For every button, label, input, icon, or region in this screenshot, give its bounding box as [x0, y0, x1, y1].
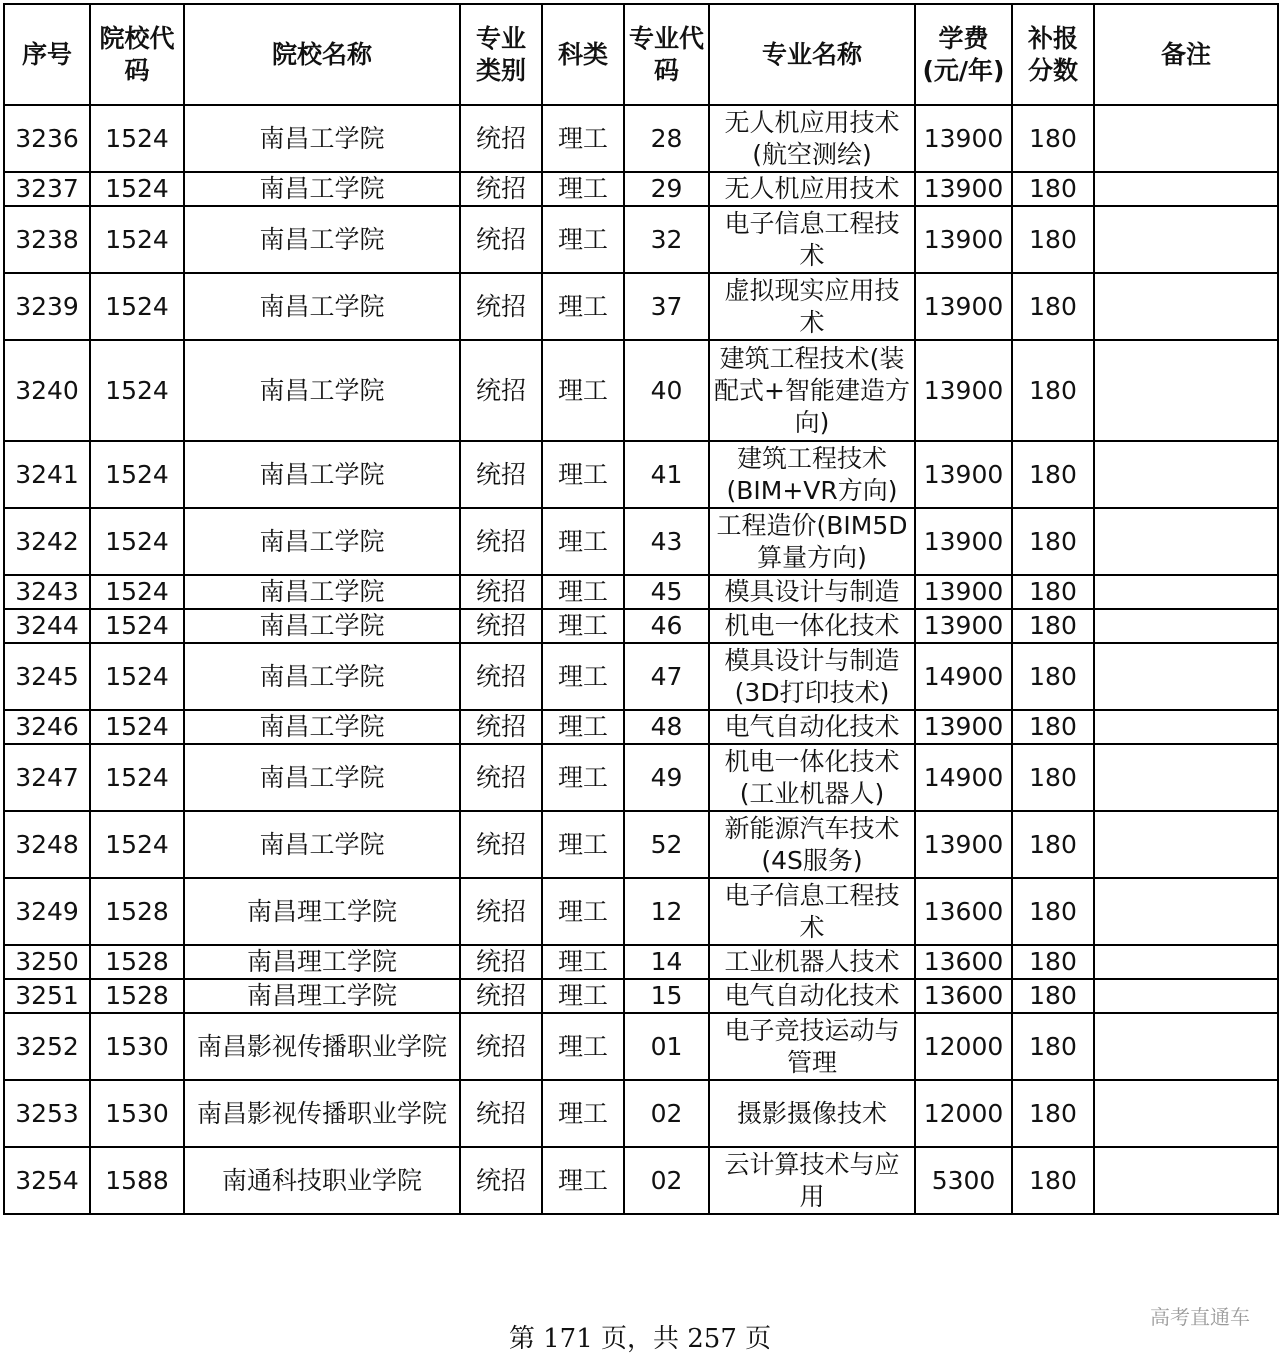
cell-school-code: 1524: [90, 575, 184, 609]
cell-major-code: 49: [624, 744, 709, 811]
cell-tuition: 14900: [915, 744, 1012, 811]
cell-major-code: 29: [624, 172, 709, 206]
cell-subject: 理工: [542, 811, 624, 878]
cell-seq: 3250: [4, 945, 90, 979]
table-row: [4, 643, 1278, 710]
cell-tuition: 13900: [915, 172, 1012, 206]
cell-major-name: 摄影摄像技术: [709, 1080, 915, 1147]
cell-seq: 3252: [4, 1013, 90, 1080]
cell-school-code: 1528: [90, 878, 184, 945]
cell-major-type: 统招: [460, 508, 542, 575]
cell-school-code: 1530: [90, 1013, 184, 1080]
cell-tuition: 13900: [915, 441, 1012, 508]
cell-seq: 3239: [4, 273, 90, 340]
cell-remark: [1094, 206, 1278, 273]
cell-major-type: 统招: [460, 811, 542, 878]
table-row: [4, 105, 1278, 172]
cell-score: 180: [1012, 878, 1094, 945]
cell-seq: 3249: [4, 878, 90, 945]
cell-subject: 理工: [542, 508, 624, 575]
table-row: [4, 710, 1278, 744]
table-row: [4, 1013, 1278, 1080]
cell-school-code: 1524: [90, 206, 184, 273]
cell-tuition: 13600: [915, 878, 1012, 945]
cell-tuition: 12000: [915, 1080, 1012, 1147]
cell-score: 180: [1012, 340, 1094, 441]
cell-subject: 理工: [542, 609, 624, 643]
cell-tuition: 13900: [915, 609, 1012, 643]
cell-remark: [1094, 340, 1278, 441]
cell-school-code: 1524: [90, 811, 184, 878]
cell-major-name: 电子信息工程技术: [709, 206, 915, 273]
cell-subject: 理工: [542, 643, 624, 710]
cell-score: 180: [1012, 105, 1094, 172]
cell-seq: 3251: [4, 979, 90, 1013]
cell-seq: 3248: [4, 811, 90, 878]
header-school-name: 院校名称: [184, 4, 460, 105]
cell-subject: 理工: [542, 1147, 624, 1214]
cell-subject: 理工: [542, 340, 624, 441]
cell-school-code: 1524: [90, 744, 184, 811]
cell-major-code: 14: [624, 945, 709, 979]
cell-school-name: 南昌理工学院: [184, 979, 460, 1013]
cell-school-code: 1524: [90, 609, 184, 643]
cell-major-name: 建筑工程技术(装配式+智能建造方向): [709, 340, 915, 441]
cell-school-name: 南昌工学院: [184, 609, 460, 643]
cell-remark: [1094, 441, 1278, 508]
cell-seq: 3241: [4, 441, 90, 508]
cell-major-code: 46: [624, 609, 709, 643]
cell-school-name: 南昌理工学院: [184, 878, 460, 945]
cell-major-name: 虚拟现实应用技术: [709, 273, 915, 340]
cell-school-name: 南昌工学院: [184, 172, 460, 206]
cell-major-name: 工业机器人技术: [709, 945, 915, 979]
cell-major-code: 12: [624, 878, 709, 945]
table-row: [4, 878, 1278, 945]
cell-school-name: 南通科技职业学院: [184, 1147, 460, 1214]
cell-score: 180: [1012, 273, 1094, 340]
cell-subject: 理工: [542, 744, 624, 811]
admission-table: [3, 3, 1279, 1215]
cell-seq: 3245: [4, 643, 90, 710]
cell-major-code: 43: [624, 508, 709, 575]
cell-remark: [1094, 878, 1278, 945]
table-row: [4, 609, 1278, 643]
cell-school-code: 1524: [90, 508, 184, 575]
table-row: [4, 945, 1278, 979]
table-row: [4, 508, 1278, 575]
cell-major-name: 电子信息工程技术: [709, 878, 915, 945]
header-row: [4, 4, 1278, 105]
cell-score: 180: [1012, 508, 1094, 575]
cell-seq: 3253: [4, 1080, 90, 1147]
cell-score: 180: [1012, 172, 1094, 206]
table-row: [4, 1147, 1278, 1214]
table-row: [4, 172, 1278, 206]
table-row: [4, 575, 1278, 609]
cell-tuition: 13600: [915, 979, 1012, 1013]
cell-major-code: 28: [624, 105, 709, 172]
header-subject: 科类: [542, 4, 624, 105]
cell-major-code: 40: [624, 340, 709, 441]
table-row: [4, 1080, 1278, 1147]
cell-tuition: 13600: [915, 945, 1012, 979]
cell-tuition: 14900: [915, 643, 1012, 710]
cell-score: 180: [1012, 1013, 1094, 1080]
cell-major-type: 统招: [460, 575, 542, 609]
cell-school-code: 1524: [90, 273, 184, 340]
cell-school-code: 1524: [90, 172, 184, 206]
header-score: 补报分数: [1012, 4, 1094, 105]
cell-remark: [1094, 744, 1278, 811]
page-footer: 第 171 页，共 257 页: [508, 1324, 772, 1354]
cell-remark: [1094, 945, 1278, 979]
cell-major-name: 工程造价(BIM5D算量方向): [709, 508, 915, 575]
cell-remark: [1094, 1013, 1278, 1080]
cell-score: 180: [1012, 643, 1094, 710]
cell-school-code: 1588: [90, 1147, 184, 1214]
cell-major-code: 45: [624, 575, 709, 609]
cell-major-name: 电气自动化技术: [709, 979, 915, 1013]
cell-major-type: 统招: [460, 979, 542, 1013]
table-row: [4, 340, 1278, 441]
cell-subject: 理工: [542, 945, 624, 979]
cell-major-code: 02: [624, 1080, 709, 1147]
cell-major-name: 无人机应用技术(航空测绘): [709, 105, 915, 172]
cell-subject: 理工: [542, 172, 624, 206]
cell-tuition: 13900: [915, 710, 1012, 744]
cell-remark: [1094, 811, 1278, 878]
cell-major-type: 统招: [460, 609, 542, 643]
cell-major-type: 统招: [460, 945, 542, 979]
cell-seq: 3237: [4, 172, 90, 206]
cell-tuition: 13900: [915, 575, 1012, 609]
table-row: [4, 206, 1278, 273]
cell-school-name: 南昌影视传播职业学院: [184, 1013, 460, 1080]
cell-subject: 理工: [542, 273, 624, 340]
cell-school-name: 南昌理工学院: [184, 945, 460, 979]
cell-tuition: 13900: [915, 273, 1012, 340]
cell-major-name: 建筑工程技术(BIM+VR方向): [709, 441, 915, 508]
cell-major-code: 52: [624, 811, 709, 878]
cell-subject: 理工: [542, 1013, 624, 1080]
cell-major-type: 统招: [460, 1147, 542, 1214]
cell-seq: 3244: [4, 609, 90, 643]
cell-major-name: 机电一体化技术: [709, 609, 915, 643]
cell-major-type: 统招: [460, 1013, 542, 1080]
table-row: [4, 811, 1278, 878]
cell-tuition: 5300: [915, 1147, 1012, 1214]
cell-seq: 3246: [4, 710, 90, 744]
cell-major-type: 统招: [460, 878, 542, 945]
cell-tuition: 13900: [915, 811, 1012, 878]
cell-score: 180: [1012, 945, 1094, 979]
cell-school-name: 南昌影视传播职业学院: [184, 1080, 460, 1147]
cell-major-type: 统招: [460, 441, 542, 508]
cell-tuition: 13900: [915, 340, 1012, 441]
header-major-name: 专业名称: [709, 4, 915, 105]
cell-score: 180: [1012, 575, 1094, 609]
header-tuition: 学费(元/年): [915, 4, 1012, 105]
cell-school-code: 1528: [90, 945, 184, 979]
cell-school-code: 1528: [90, 979, 184, 1013]
cell-major-type: 统招: [460, 643, 542, 710]
cell-school-name: 南昌工学院: [184, 441, 460, 508]
cell-score: 180: [1012, 1080, 1094, 1147]
cell-remark: [1094, 575, 1278, 609]
cell-school-code: 1530: [90, 1080, 184, 1147]
table-row: [4, 744, 1278, 811]
cell-major-code: 41: [624, 441, 709, 508]
cell-remark: [1094, 979, 1278, 1013]
cell-major-name: 模具设计与制造(3D打印技术): [709, 643, 915, 710]
cell-seq: 3243: [4, 575, 90, 609]
cell-score: 180: [1012, 206, 1094, 273]
cell-score: 180: [1012, 979, 1094, 1013]
table-row: [4, 441, 1278, 508]
cell-major-code: 02: [624, 1147, 709, 1214]
cell-seq: 3238: [4, 206, 90, 273]
cell-seq: 3236: [4, 105, 90, 172]
cell-major-name: 云计算技术与应用: [709, 1147, 915, 1214]
header-remark: 备注: [1094, 4, 1278, 105]
cell-major-name: 电子竞技运动与管理: [709, 1013, 915, 1080]
cell-major-code: 15: [624, 979, 709, 1013]
cell-major-type: 统招: [460, 105, 542, 172]
cell-seq: 3240: [4, 340, 90, 441]
cell-remark: [1094, 1147, 1278, 1214]
cell-score: 180: [1012, 744, 1094, 811]
cell-major-name: 电气自动化技术: [709, 710, 915, 744]
cell-major-type: 统招: [460, 340, 542, 441]
cell-major-code: 47: [624, 643, 709, 710]
cell-score: 180: [1012, 1147, 1094, 1214]
cell-remark: [1094, 710, 1278, 744]
table-row: [4, 273, 1278, 340]
cell-score: 180: [1012, 811, 1094, 878]
cell-major-code: 37: [624, 273, 709, 340]
cell-subject: 理工: [542, 575, 624, 609]
cell-seq: 3254: [4, 1147, 90, 1214]
cell-school-code: 1524: [90, 105, 184, 172]
cell-subject: 理工: [542, 105, 624, 172]
cell-major-name: 模具设计与制造: [709, 575, 915, 609]
cell-remark: [1094, 1080, 1278, 1147]
cell-subject: 理工: [542, 878, 624, 945]
cell-school-name: 南昌工学院: [184, 508, 460, 575]
cell-school-name: 南昌工学院: [184, 206, 460, 273]
cell-school-name: 南昌工学院: [184, 105, 460, 172]
cell-remark: [1094, 273, 1278, 340]
cell-remark: [1094, 508, 1278, 575]
cell-seq: 3247: [4, 744, 90, 811]
cell-major-type: 统招: [460, 744, 542, 811]
cell-score: 180: [1012, 609, 1094, 643]
cell-school-name: 南昌工学院: [184, 744, 460, 811]
cell-seq: 3242: [4, 508, 90, 575]
cell-major-name: 新能源汽车技术(4S服务): [709, 811, 915, 878]
watermark: 高考直通车: [1150, 1305, 1250, 1329]
cell-subject: 理工: [542, 206, 624, 273]
cell-school-name: 南昌工学院: [184, 811, 460, 878]
cell-tuition: 13900: [915, 206, 1012, 273]
cell-subject: 理工: [542, 710, 624, 744]
cell-school-name: 南昌工学院: [184, 643, 460, 710]
cell-tuition: 13900: [915, 508, 1012, 575]
cell-school-code: 1524: [90, 710, 184, 744]
cell-major-code: 01: [624, 1013, 709, 1080]
cell-remark: [1094, 643, 1278, 710]
cell-subject: 理工: [542, 1080, 624, 1147]
cell-remark: [1094, 172, 1278, 206]
cell-major-type: 统招: [460, 273, 542, 340]
cell-tuition: 13900: [915, 105, 1012, 172]
cell-tuition: 12000: [915, 1013, 1012, 1080]
cell-score: 180: [1012, 441, 1094, 508]
cell-major-name: 无人机应用技术: [709, 172, 915, 206]
cell-major-code: 48: [624, 710, 709, 744]
cell-remark: [1094, 105, 1278, 172]
cell-school-name: 南昌工学院: [184, 710, 460, 744]
cell-major-code: 32: [624, 206, 709, 273]
cell-school-name: 南昌工学院: [184, 273, 460, 340]
cell-major-type: 统招: [460, 710, 542, 744]
table-row: [4, 979, 1278, 1013]
header-major-code: 专业代码: [624, 4, 709, 105]
header-school-code: 院校代码: [90, 4, 184, 105]
cell-school-code: 1524: [90, 441, 184, 508]
cell-subject: 理工: [542, 979, 624, 1013]
cell-major-name: 机电一体化技术(工业机器人): [709, 744, 915, 811]
cell-major-type: 统招: [460, 172, 542, 206]
header-major-type: 专业类别: [460, 4, 542, 105]
cell-school-name: 南昌工学院: [184, 575, 460, 609]
cell-major-type: 统招: [460, 1080, 542, 1147]
cell-score: 180: [1012, 710, 1094, 744]
cell-major-type: 统招: [460, 206, 542, 273]
header-seq: 序号: [4, 4, 90, 105]
cell-school-name: 南昌工学院: [184, 340, 460, 441]
cell-school-code: 1524: [90, 643, 184, 710]
cell-remark: [1094, 609, 1278, 643]
cell-school-code: 1524: [90, 340, 184, 441]
cell-subject: 理工: [542, 441, 624, 508]
